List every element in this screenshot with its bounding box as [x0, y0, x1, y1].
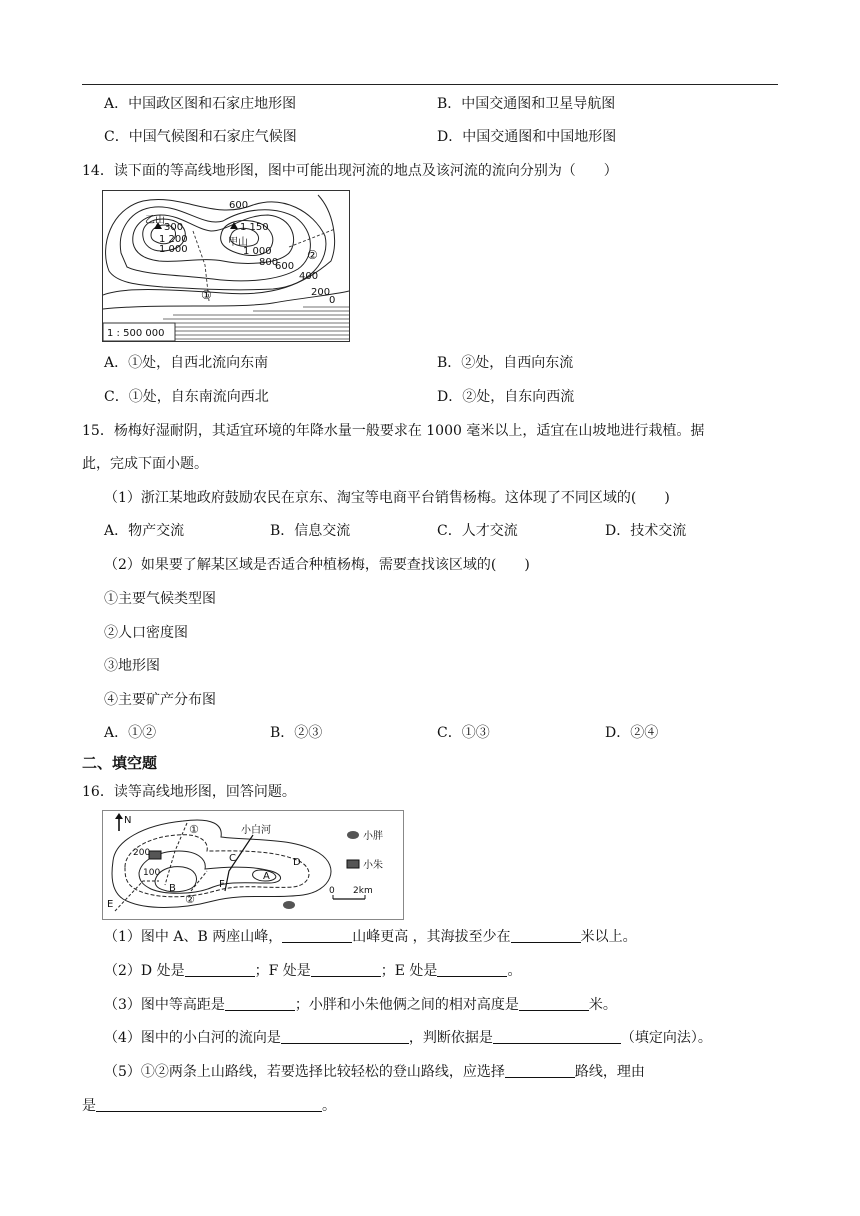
q16-part5-reason: 是 。 [82, 1098, 336, 1114]
map-scale: 1 : 500 000 [107, 328, 165, 339]
q14-contour-map [102, 190, 350, 342]
q15-sub2-option-c: C．①③ [437, 725, 490, 741]
answer-blank[interactable] [282, 928, 352, 943]
map-label-1200: 1 200 [159, 234, 188, 245]
q15-sub2-option-b: B．②③ [270, 725, 323, 741]
q14-option-c: C．①处，自东南流向西北 [104, 389, 269, 405]
q13-option-b: B．中国交通图和卫星导航图 [437, 96, 616, 112]
map-label-800: 800 [259, 257, 279, 268]
answer-blank[interactable] [437, 962, 507, 977]
svg-text:200: 200 [133, 848, 151, 858]
map-mark-2: ② [307, 248, 318, 262]
map-label-0: 0 [329, 295, 336, 306]
q15-sub2: （2）如果要了解某区域是否适合种植杨梅，需要查找该区域的( ) [104, 557, 530, 573]
map-label-jia: 甲山 [228, 237, 248, 248]
xiaozhu-marker-icon [149, 851, 161, 859]
header-rule [82, 84, 778, 85]
legend-pang-label: 小胖 [363, 831, 383, 842]
answer-blank[interactable] [281, 1029, 409, 1044]
q15-sub2-option-d: D．②④ [605, 725, 659, 741]
legend-pang-icon [347, 831, 359, 839]
section-title-fill-in: 二、填空题 [82, 754, 158, 772]
svg-text:A: A [263, 871, 270, 882]
q15-item-3: ③地形图 [104, 658, 160, 674]
svg-text:100: 100 [143, 868, 161, 878]
map-label-600b: 600 [275, 261, 295, 272]
map-label-yi: 乙山 [145, 215, 165, 226]
answer-blank[interactable] [225, 996, 295, 1011]
q15-sub1-option-b: B．信息交流 [270, 523, 351, 539]
svg-text:①: ① [189, 823, 199, 836]
answer-blank[interactable] [96, 1097, 322, 1112]
q16-part3: （3）图中等高距是 ；小胖和小朱他俩之间的相对高度是 米。 [104, 997, 617, 1013]
north-arrow-icon [115, 813, 123, 819]
q13-option-a: A．中国政区图和石家庄地形图 [104, 96, 297, 112]
q14-option-d: D．②处，自东向西流 [437, 389, 575, 405]
q15-stem-line2: 此，完成下面小题。 [82, 456, 208, 472]
map-label-200: 200 [311, 287, 331, 298]
q16-stem: 16．读等高线地形图，回答问题。 [82, 784, 296, 800]
map-label-1000a: 1 000 [159, 244, 188, 255]
q13-option-d: D．中国交通图和中国地形图 [437, 129, 617, 145]
q15-item-4: ④主要矿产分布图 [104, 692, 216, 708]
legend-zhu-icon [347, 860, 359, 868]
q15-sub1: （1）浙江某地政府鼓励农民在京东、淘宝等电商平台销售杨梅。这体现了不同区域的( ) [104, 490, 670, 506]
map-label-600a: 600 [229, 200, 249, 211]
q15-sub1-option-a: A．物产交流 [104, 523, 185, 539]
svg-text:2km: 2km [353, 886, 373, 896]
answer-blank[interactable] [311, 962, 381, 977]
q16-part2: （2）D 处是 ；F 处是 ；E 处是 。 [104, 963, 522, 979]
svg-text:D: D [293, 857, 301, 868]
q15-stem-line1: 15．杨梅好湿耐阴，其适宜环境的年降水量一般要求在 1000 毫米以上，适宜在山坡地进行栽植。据 [82, 423, 705, 439]
xiaopang-marker-icon [283, 901, 295, 909]
map-mark-1: ① [201, 288, 212, 302]
q14-stem: 14．读下面的等高线地形图，图中可能出现河流的地点及该河流的流向分别为（ ） [82, 163, 618, 179]
q16-part5: （5）①②两条上山路线，若要选择比较轻松的登山路线，应选择 路线，理由 [104, 1064, 645, 1080]
q15-sub2-option-a: A．①② [104, 725, 157, 741]
map-label-300: 300 [164, 222, 184, 233]
answer-blank[interactable] [505, 1063, 575, 1078]
river-label: 小白河 [241, 825, 271, 836]
svg-text:②: ② [185, 893, 195, 906]
map-label-1000b: 1 000 [243, 246, 272, 257]
svg-text:0: 0 [329, 886, 335, 896]
q14-option-a: A．①处，自西北流向东南 [104, 355, 269, 371]
q14-option-b: B．②处，自西向东流 [437, 355, 574, 371]
q15-sub1-option-d: D．技术交流 [605, 523, 687, 539]
answer-blank[interactable] [493, 1029, 621, 1044]
q13-option-c: C．中国气候图和石家庄气候图 [104, 129, 297, 145]
legend-zhu-label: 小朱 [363, 860, 383, 871]
answer-blank[interactable] [511, 928, 581, 943]
q16-part1: （1）图中 A、B 两座山峰， 山峰更高 ，其海拔至少在 米以上。 [104, 929, 637, 945]
svg-text:F: F [219, 879, 225, 890]
map-label-1150: 1 150 [240, 222, 269, 233]
q15-sub1-option-c: C．人才交流 [437, 523, 518, 539]
q15-item-2: ②人口密度图 [104, 625, 188, 641]
q16-contour-map [102, 810, 404, 920]
svg-text:N: N [124, 815, 132, 826]
q16-part4: （4）图中的小白河的流向是 ，判断依据是 （填定向法）。 [104, 1030, 712, 1046]
answer-blank[interactable] [185, 962, 255, 977]
svg-text:E: E [107, 899, 114, 910]
map-label-400: 400 [299, 271, 319, 282]
svg-text:C: C [229, 853, 236, 864]
q15-item-1: ①主要气候类型图 [104, 591, 216, 607]
answer-blank[interactable] [519, 996, 589, 1011]
svg-text:B: B [169, 883, 176, 894]
